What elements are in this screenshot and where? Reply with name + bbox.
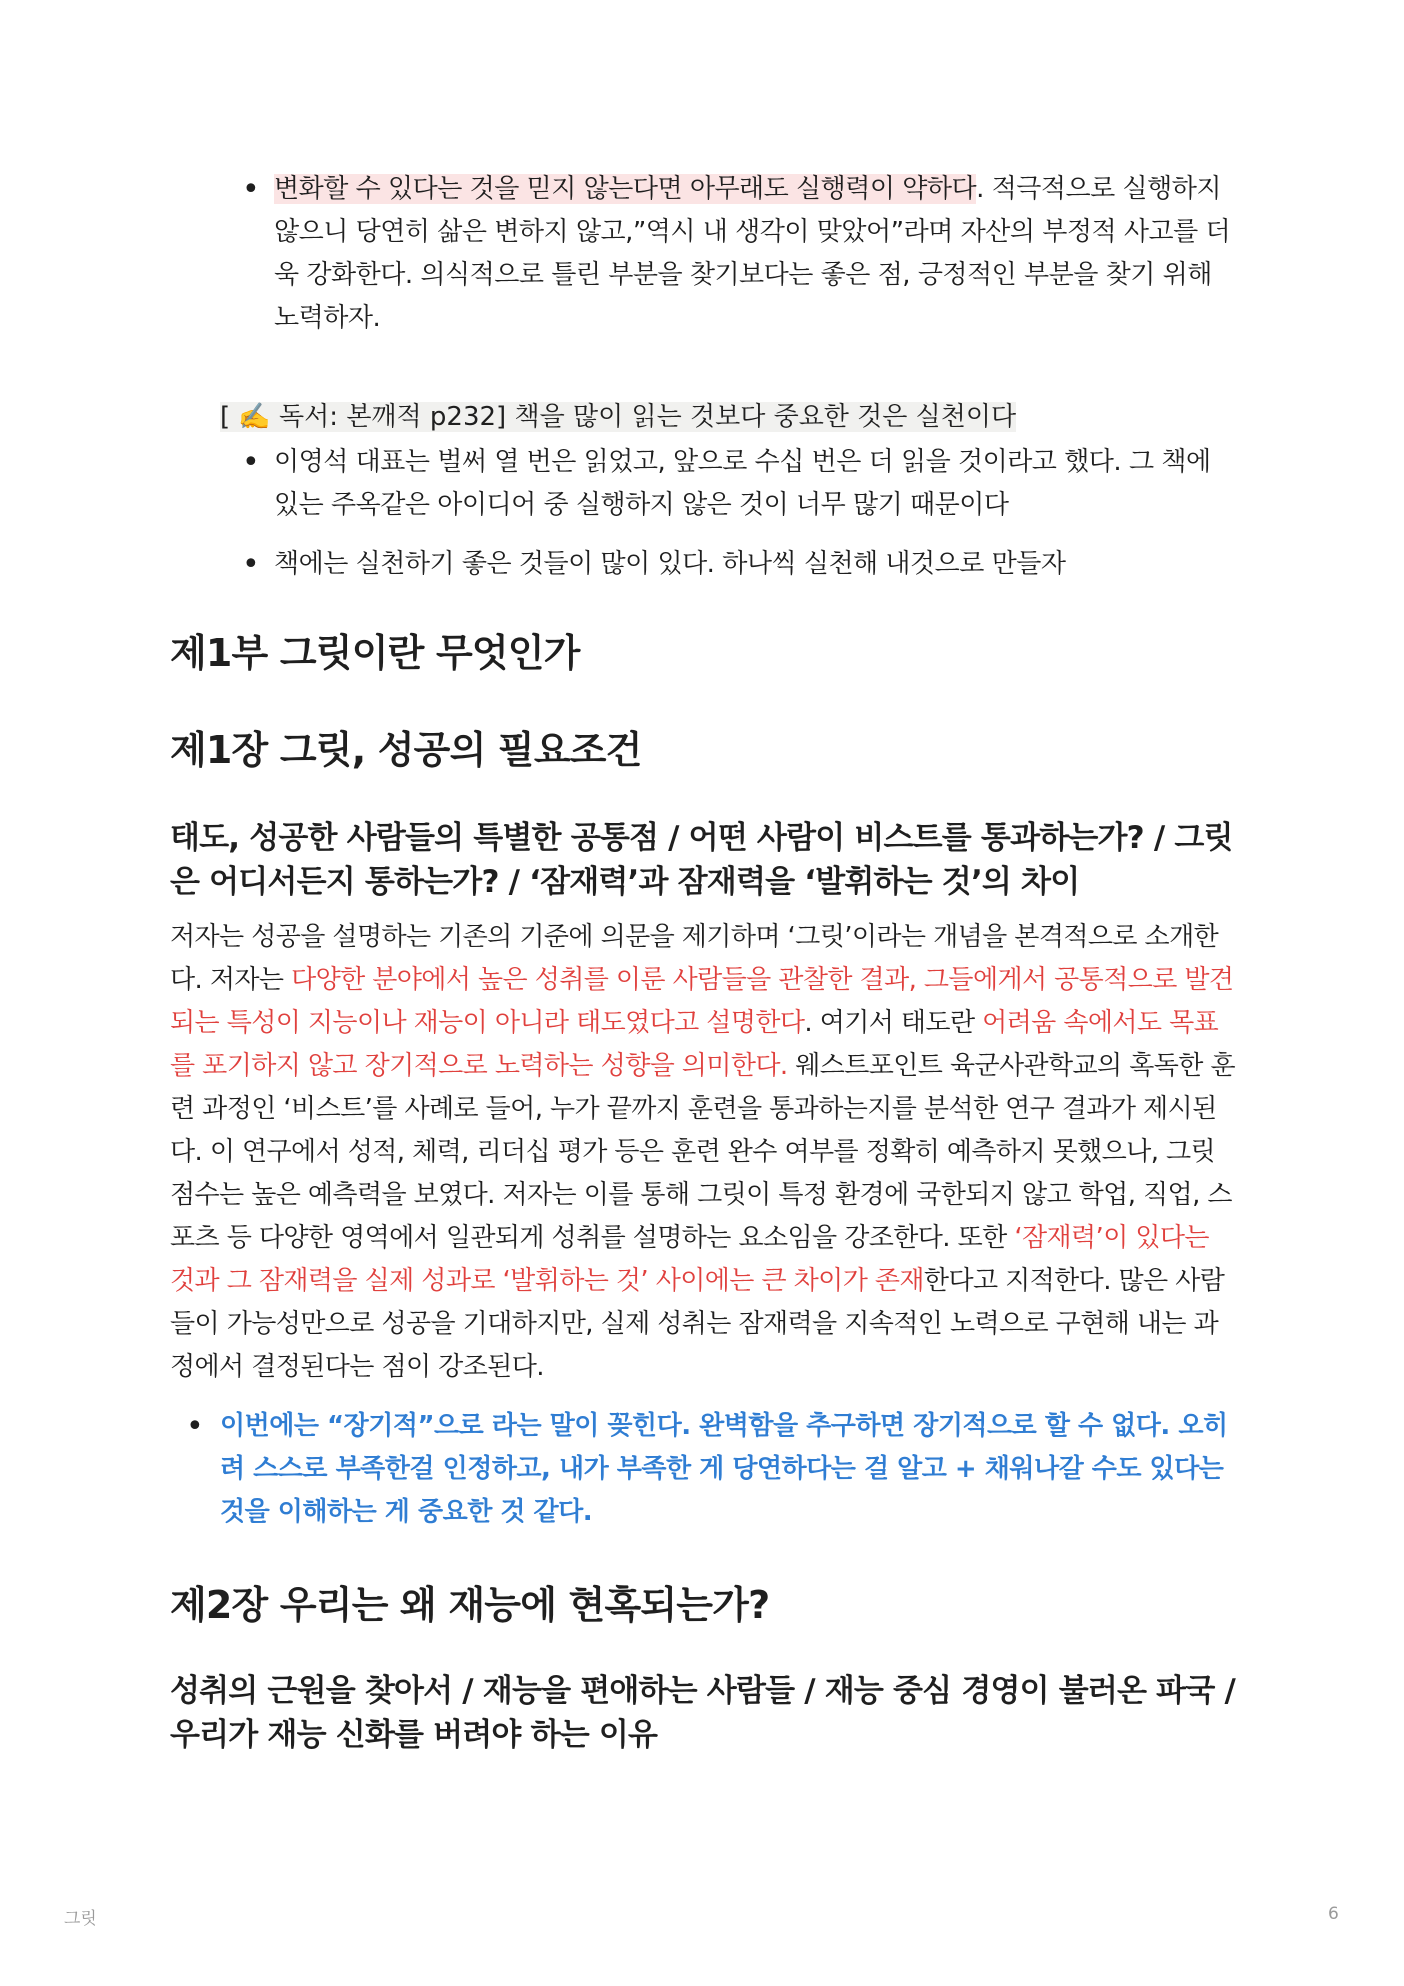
summary-paragraph	[170, 916, 1240, 1389]
writing-hand-icon: ✍️	[238, 402, 271, 432]
part-title: 제1부 그릿이란 무엇인가	[170, 631, 580, 675]
reading-callout	[220, 396, 1240, 439]
list-item	[170, 168, 1240, 340]
bullet-dot: •	[242, 445, 260, 480]
bullet-rest-text: . 적극적으로 실행하지 않으니 당연히 삶은 변하지 않고,”역시 내 생각이 맞았어”라며 자산의 부정적 사고를 더욱 강화한다. 의식적으로 틀린 부분을 찾기보다는 좋은 점, 긍정적인 부분을 찾기 위해 노력하자.	[274, 174, 1231, 333]
red-emphasis-text: 다양한 분야에서 높은 성취를 이룬 사람들을 관찰한 결과, 그들에게서 공통적으로 발견되는 특성이 지능이나 재능이 아니라 태도였다고 설명한다	[170, 965, 1234, 1038]
bullet-dot: •	[186, 1409, 204, 1444]
red-emphasis-text: 어려움 속에서도 목표를 포기하지 않고 장기적으로 노력하는 성향을 의미한다.	[170, 1008, 1219, 1081]
callout-bracket: [	[220, 402, 231, 432]
callout-text: 독서: 본깨적 p232] 책을 많이 읽는 것보다 중요한 것은 실천이다	[270, 402, 1017, 432]
bullet-text	[274, 168, 1240, 340]
red-emphasis-text: ‘잠재력’이 있다는 것과 그 잠재력을 실제 성과로 ‘발휘하는 것’ 사이에는 큰 차이가 존재	[170, 1223, 1209, 1296]
list-item	[170, 441, 1240, 527]
callout-highlight	[220, 402, 1016, 432]
chapter-title: 제1장 그릿, 성공의 필요조건	[170, 728, 642, 772]
chapter-subtitle: 태도, 성공한 사람들의 특별한 공통점 / 어떤 사람이 비스트를 통과하는가? / 그릿은 어디서든지 통하는가? / ‘잠재력’과 잠재력을 ‘발휘하는 것’의 차이	[170, 820, 1233, 900]
page-number: 6	[1328, 1904, 1339, 1924]
chapter-subtitle: 성취의 근원을 찾아서 / 재능을 편애하는 사람들 / 재능 중심 경영이 불러온 파국 / 우리가 재능 신화를 버려야 하는 이유	[170, 1673, 1235, 1753]
blue-note-text: 이번에는 “장기적”으로 라는 말이 꽂힌다. 완벽함을 추구하면 장기적으로 할 수 없다. 오히려 스스로 부족한걸 인정하고, 내가 부족한 게 당연하다는 걸 알고 + 채워나갈 수도 있다는 것을 이해하는 게 중요한 것 같다.	[220, 1411, 1228, 1527]
paragraph-text: . 여기서 태도란	[804, 1008, 983, 1038]
paragraph-text: 웨스트포인트 육군사관학교의 혹독한 훈련 과정인 ‘비스트’를 사례로 들어, 누가 끝까지 훈련을 통과하는지를 분석한 연구 결과가 제시된다. 이 연구에서 성적, 체력, 리더십 평가 등은 훈련 완수 여부를 정확히 예측하지 못했으나, 그릿 점수는 높은 예측력을 보였다. 저자는 이를 통해 그릿이 특정 환경에 국한되지 않고 학업, 직업, 스포츠 등 다양한 영역에서 일관되게 성취를 설명하는 요소임을 강조한다. 또한	[170, 1051, 1235, 1253]
bullet-dot: •	[242, 547, 260, 582]
paragraph-text: 저자는 성공을 설명하는 기존의 기준에 의문을 제기하며 ‘그릿’이라는 개념을 본격적으로 소개한다. 저자는	[170, 922, 1219, 995]
chapter-title: 제2장 우리는 왜 재능에 현혹되는가?	[170, 1583, 770, 1627]
bullet-dot: •	[242, 172, 260, 207]
bullet-text: 이영석 대표는 벌써 열 번은 읽었고, 앞으로 수십 번은 더 읽을 것이라고 했다. 그 책에 있는 주옥같은 아이디어 중 실행하지 않은 것이 너무 많기 때문이다	[274, 447, 1211, 520]
footer-doc-title: 그릿	[64, 1909, 97, 1929]
list-item	[170, 543, 1240, 586]
bullet-text: 책에는 실천하기 좋은 것들이 많이 있다. 하나씩 실천해 내것으로 만들자	[274, 549, 1066, 579]
highlighted-text: 변화할 수 있다는 것을 믿지 않는다면 아무래도 실행력이 약하다	[274, 174, 977, 204]
paragraph-text: 한다고 지적한다. 많은 사람들이 가능성만으로 성공을 기대하지만, 실제 성취는 잠재력을 지속적인 노력으로 구현해 내는 과정에서 결정된다는 점이 강조된다.	[170, 1266, 1225, 1382]
list-item	[170, 1405, 1240, 1534]
page-content	[170, 160, 1240, 1757]
